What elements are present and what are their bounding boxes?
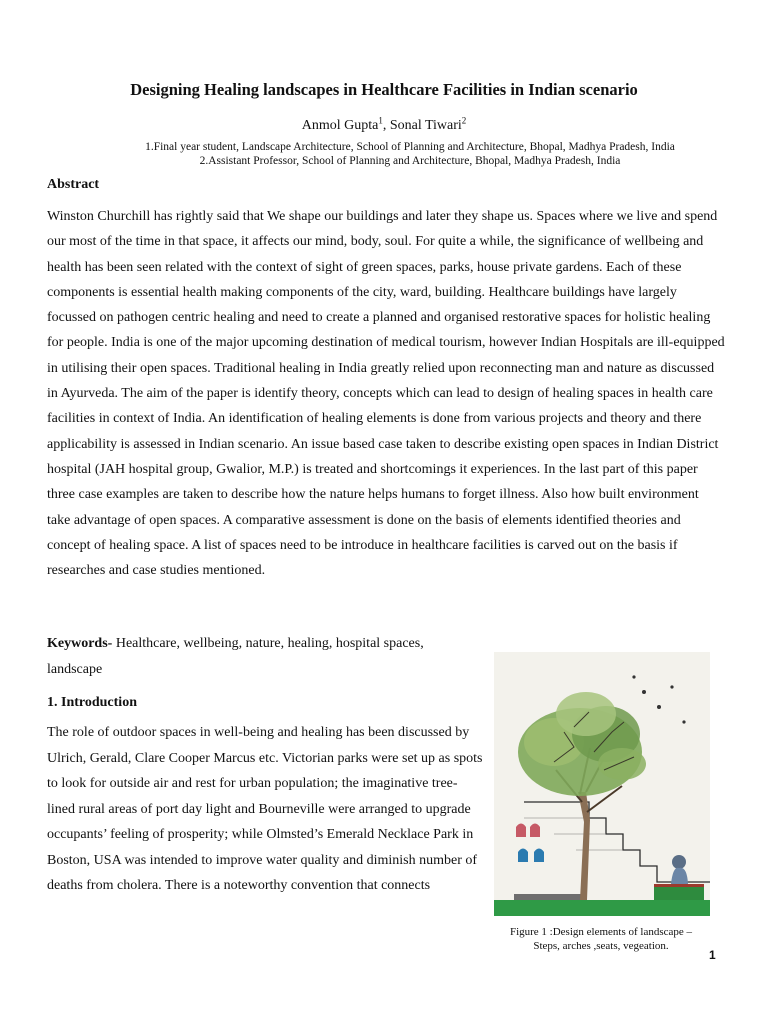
tree-sketch [494,652,710,916]
author-superscript: 1 [378,115,383,126]
abstract-body: Winston Churchill has rightly said that We shape our buildings and later they shape us. Spaces where we live and spend our most of the time in that space, it affects our mind, body, soul. For quite a while, the significance of wellbeing and health has been seen related with the context of sight of green spaces, parks, house private gardens. Each of these components is essential health making components of the city, ward, building. Healthcare buildings have largely focussed on pathogen centric healing and need to create a planned and organised restorative spaces for holistic healing for people. India is one of the major upcoming destination of medical tourism, however Indian Hospitals are ill-equipped in utilising their open spaces. Traditional healing in India greatly relied upon reconnecting man and nature as discussed in Ayurveda. The aim of the paper is identify theory, concepts which can lead to design of healing spaces in health care facilities in context of India. An identification of healing elements is done from various projects and theory and there applicability is assessed in Indian scenario. An issue based case taken to describe existing open spaces in Indian District hospital (JAH hospital group, Gwalior, M.P.) is treated and shortcomings it experiences. In the last part of this paper three case examples are taken to describe how the nature helps humans to forget illness. Also how built environment take advantage of open spaces. A comparative assessment is done on the basis of elements identified theories and concept of healing space. A list of spaces need to be introduce in healthcare facilities is carved out on the basis if researches and case studies mentioned. [47,209,725,579]
page-number: 1 [709,948,716,962]
affiliation-2: 2.Assistant Professor, School of Planning and Architecture, Bhopal, Madhya Pradesh, India [199,155,621,167]
author-name: Anmol Gupta [301,118,379,133]
paper-title: Designing Healing landscapes in Healthcare Facilities in Indian scenario [130,80,638,99]
author-superscript: 2 [461,115,467,126]
keywords-list: Healthcare, wellbeing, nature, healing, hospital spaces, landscape [47,636,424,677]
author-name: Sonal Tiwari [389,118,462,133]
abstract-heading: Abstract [47,177,100,192]
introduction-heading: 1. Introduction [47,695,137,710]
affiliation-1: 1.Final year student, Landscape Architecture, School of Planning and Architecture, Bhopal, Madhya Pradesh, India [145,141,675,153]
keywords [47,631,477,683]
author-line [0,116,768,136]
figure-1-caption: Figure 1 :Design elements of landscape –Steps, arches ,seats, vegeation. [509,926,693,952]
author-separator: , [382,118,390,133]
keywords-label: Keywords- [47,636,113,651]
introduction-body: The role of outdoor spaces in well-being and healing has been discussed by Ulrich, Gerald, Clare Cooper Marcus etc. Victorian parks were set up as spots to look for outside air and rest for urban population; the imaginative tree- lined rural areas of port day light and Bourneville were arranged to upgrade occupants’ feeling of prosperity; while Olmsted’s Emerald Necklace Park in Boston, USA was intended to improve water quality and diminish number of deaths from cholera. There is a noteworthy convention that connects [47,725,483,893]
figure-1-illustration [494,652,710,916]
